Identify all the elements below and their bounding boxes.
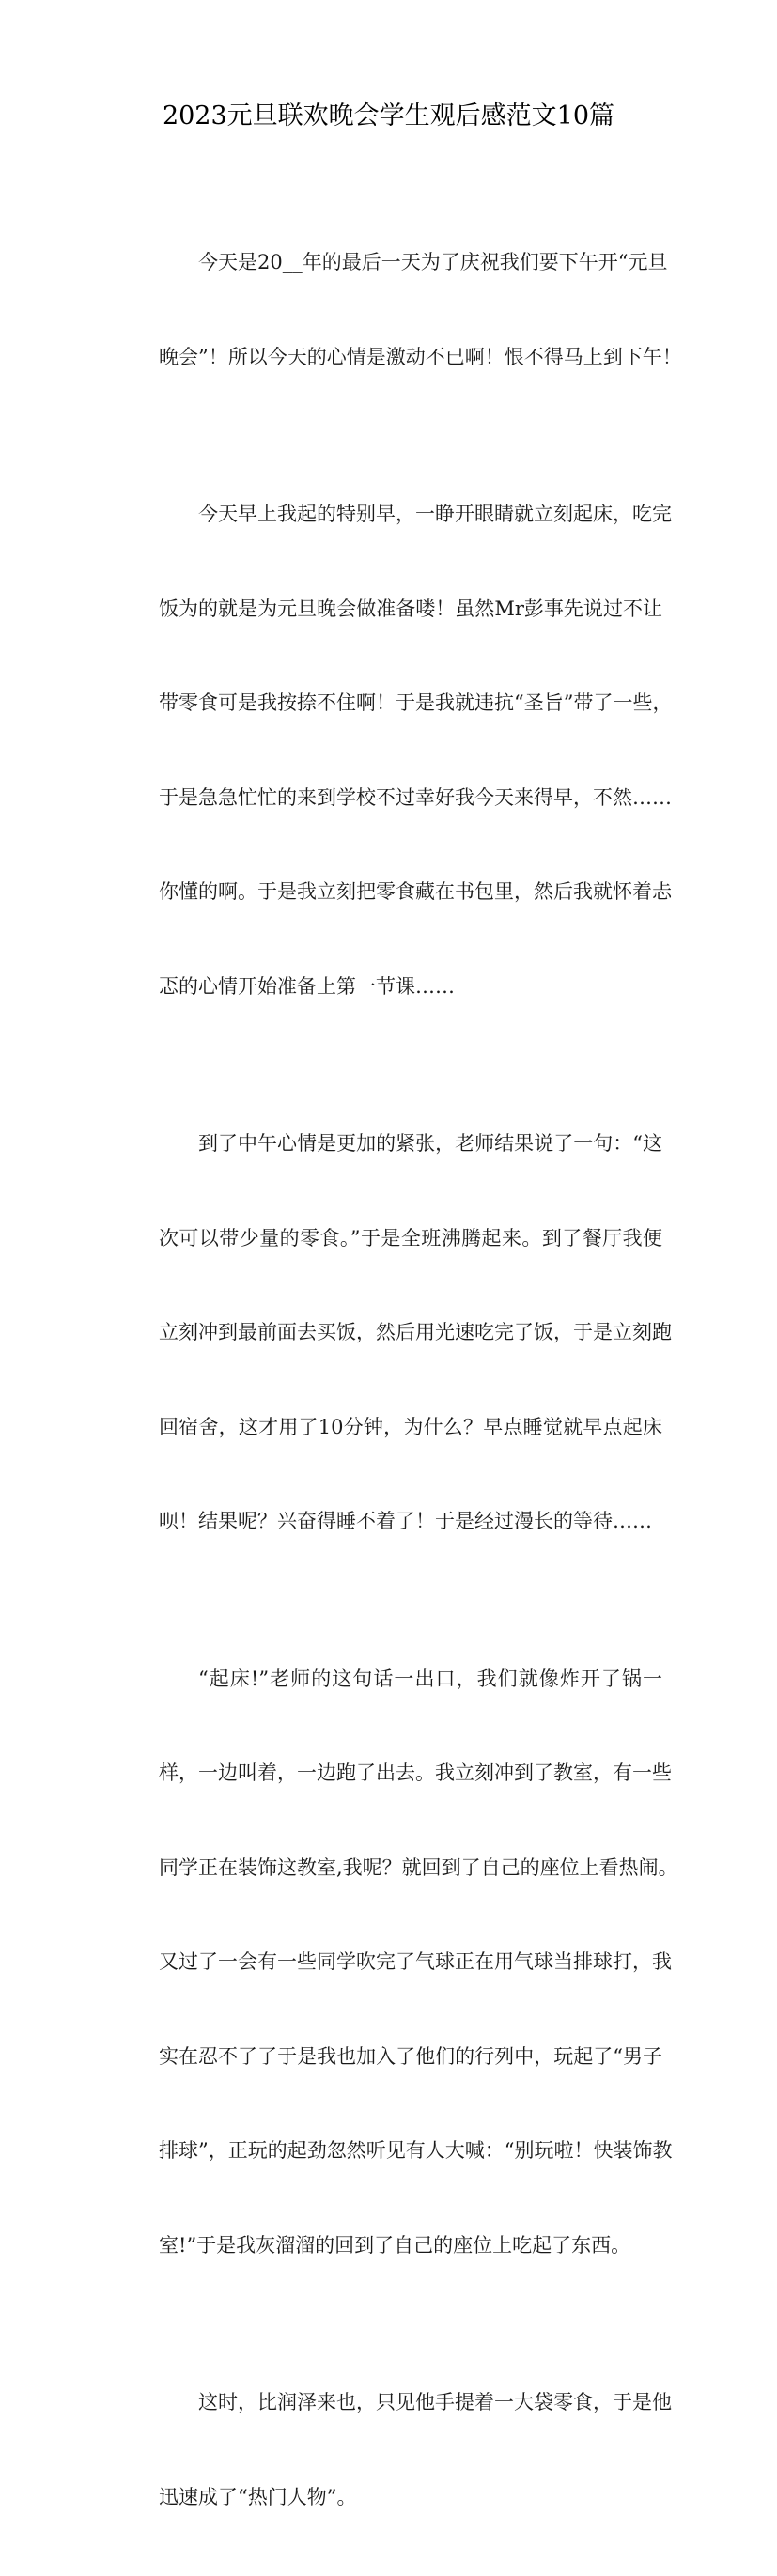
paragraph-line: 带零食可是我按捺不住啊！于是我就违抗“圣旨”带了一些， — [159, 691, 673, 714]
paragraph-5 — [119, 2324, 672, 2576]
paragraph-line: 今天是20__年的最后一天为了庆祝我们要下午开“元旦 — [198, 251, 668, 273]
paragraph-line: 次可以带少量的零食。”于是全班沸腾起来。到了餐厅我便 — [159, 1226, 662, 1249]
paragraph-line: “起床!”老师的这句话一出口，我们就像炸开了锅一 — [198, 1667, 662, 1690]
paragraph-line: 实在忍不了了于是我也加入了他们的行列中，玩起了“男子 — [159, 2044, 662, 2068]
paragraph-line: 室!”于是我灰溜溜的回到了自己的座位上吃起了东西。 — [159, 2233, 631, 2257]
paragraph-line: 同学正在装饰这教室,我呢？就回到了自己的座位上看热闹。 — [159, 1855, 678, 1879]
paragraph-line: 于是急急忙忙的来到学校不过幸好我今天来得早，不然…… — [159, 785, 672, 809]
paragraph-line: 排球”，正玩的起劲忽然听见有人大喊：“别玩啦！快装饰教 — [159, 2139, 673, 2162]
paragraph-line: 立刻冲到最前面去买饭，然后用光速吃完了饭，于是立刻跑 — [159, 1321, 672, 1343]
paragraph-line: 这时，比润泽来也，只见他手提着一大袋零食，于是他 — [198, 2391, 672, 2413]
paragraph-line: 又过了一会有一些同学吹完了气球正在用气球当排球打，我 — [159, 1950, 672, 1973]
paragraph-line: 今天早上我起的特别早，一睁开眼睛就立刻起床，吃完 — [198, 503, 672, 525]
paragraph-line: 饭为的就是为元旦晚会做准备喽！虽然Mr彭事先说过不让 — [159, 597, 662, 620]
paragraph-line: 样，一边叫着，一边跑了出去。我立刻冲到了教室，有一些 — [159, 1761, 672, 1784]
paragraph-3 — [119, 1065, 672, 1601]
paragraph-4 — [119, 1601, 678, 2325]
paragraph-1 — [119, 184, 682, 436]
paragraph-line: 你懂的啊。于是我立刻把零食藏在书包里，然后我就怀着忐 — [159, 880, 672, 903]
paragraph-line: 回宿舍，这才用了10分钟，为什么？早点睡觉就早点起床 — [159, 1415, 662, 1438]
paragraph-line: 到了中午心情是更加的紧张，老师结果说了一句：“这 — [198, 1132, 662, 1155]
document-title: 2023元旦联欢晚会学生观后感范文10篇 — [162, 101, 615, 131]
paragraph-line: 忑的心情开始准备上第一节课…… — [159, 974, 455, 998]
document-body — [119, 184, 682, 2576]
paragraph-line: 呗！结果呢？兴奋得睡不着了！于是经过漫长的等待…… — [159, 1510, 652, 1532]
paragraph-2 — [119, 436, 673, 1065]
paragraph-line: 晚会”！所以今天的心情是激动不已啊！恨不得马上到下午！ — [159, 345, 682, 368]
paragraph-line: 迅速成了“热门人物”。 — [159, 2485, 357, 2508]
